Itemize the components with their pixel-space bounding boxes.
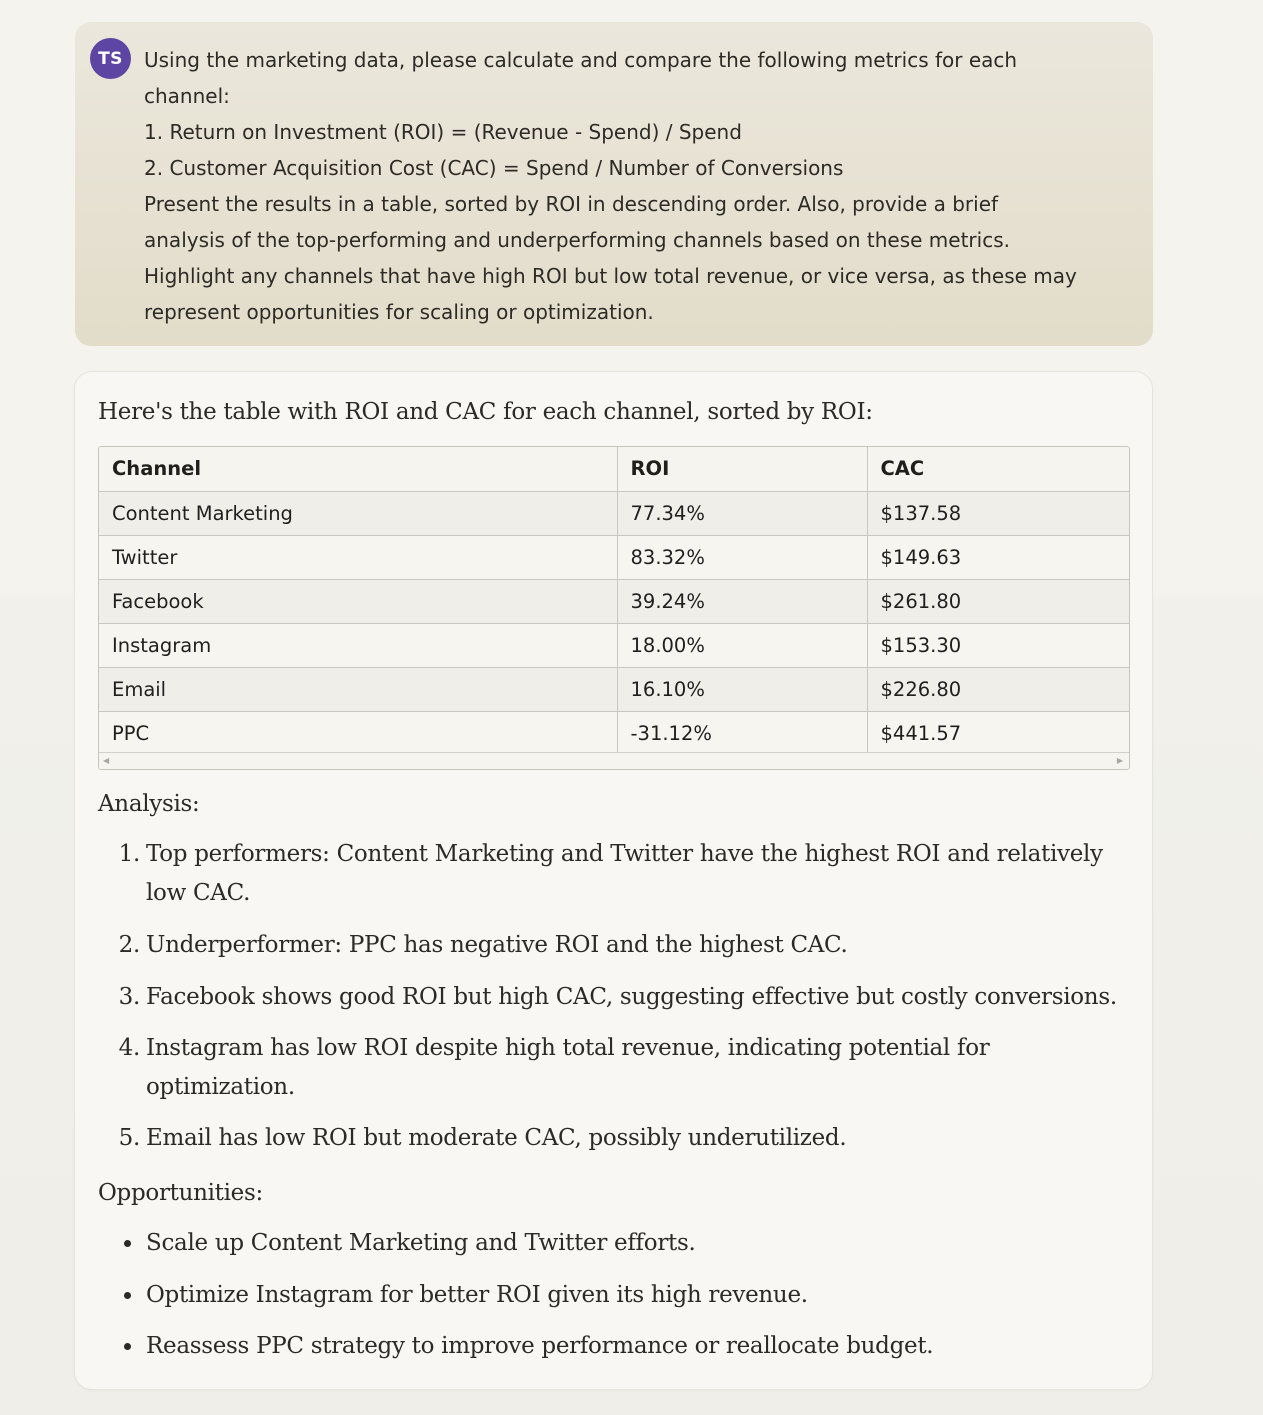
cell-cac: $261.80 [867,579,1130,623]
assistant-intro: Here's the table with ROI and CAC for each channel, sorted by ROI: [98,399,873,425]
list-item [98,1276,933,1315]
cell-channel: Email [99,667,617,711]
cell-channel: Content Marketing [99,491,617,535]
user-message-line: 1. Return on Investment (ROI) = (Revenue - Spend) / Spend [144,120,742,144]
list-item-line: Reassess PPC strategy to improve performance or reallocate budget. [146,1333,934,1359]
list-item-line: low CAC. [146,879,251,906]
user-message-line: 2. Customer Acquisition Cost (CAC) = Spend / Number of Conversions [144,156,844,180]
list-item [98,978,1117,1017]
cell-channel: Twitter [99,535,617,579]
table-row [99,667,1130,711]
table-header-row [99,447,1130,491]
list-item-line: Optimize Instagram for better ROI given its high revenue. [146,1281,808,1308]
user-message-line: channel: [144,84,230,108]
opportunities-heading: Opportunities: [98,1180,263,1206]
cell-cac: $153.30 [867,623,1130,667]
list-item [98,1029,1117,1106]
metrics-table-container[interactable] [98,446,1130,770]
cell-cac: $441.57 [867,711,1130,755]
list-number: 4. [118,1035,140,1061]
cell-cac: $226.80 [867,667,1130,711]
list-item-line: Scale up Content Marketing and Twitter efforts. [146,1230,696,1256]
list-item [98,1224,933,1263]
list-item-line: Email has low ROI but moderate CAC, possibly underutilized. [146,1125,847,1151]
user-message-line: represent opportunities for scaling or optimization. [144,300,654,324]
user-message-line: analysis of the top-performing and underperforming channels based on these metrics. [144,228,1010,252]
bullet-icon [124,1240,131,1247]
table-row [99,491,1130,535]
list-item [98,926,1117,965]
table-row [99,623,1130,667]
metrics-table [99,447,1130,755]
user-message-line: Highlight any channels that have high ROI but low total revenue, or vice versa, as these may [144,264,1077,288]
table-row [99,535,1130,579]
analysis-heading: Analysis: [98,791,200,817]
list-number: 1. [118,841,140,867]
cell-roi: 83.32% [617,535,867,579]
bullet-icon [124,1343,131,1350]
bullet-icon [124,1292,131,1299]
header-channel: Channel [99,447,617,491]
cell-channel: Facebook [99,579,617,623]
cell-roi: 16.10% [617,667,867,711]
table-horizontal-scrollbar[interactable] [99,752,1129,769]
cell-roi: 18.00% [617,623,867,667]
header-roi: ROI [617,447,867,491]
cell-roi: 77.34% [617,491,867,535]
scroll-right-arrow-icon[interactable]: ▶ [1116,756,1123,765]
cell-cac: $137.58 [867,491,1130,535]
list-item-line: optimization. [146,1073,295,1100]
list-number: 2. [118,932,140,958]
user-message-text [144,42,1123,330]
cell-channel: Instagram [99,623,617,667]
list-item [98,835,1117,912]
list-item-line: Underperformer: PPC has negative ROI and the highest CAC. [146,932,848,958]
list-item-line: Top performers: Content Marketing and Twitter have the highest ROI and relatively [146,841,1103,867]
list-number: 5. [118,1125,140,1151]
user-avatar[interactable]: TS [90,38,131,79]
opportunities-list [98,1224,933,1366]
user-message-line: Using the marketing data, please calculate and compare the following metrics for each [144,48,1018,72]
cell-roi: 39.24% [617,579,867,623]
cell-cac: $149.63 [867,535,1130,579]
list-number: 3. [118,983,140,1010]
list-item-line: Instagram has low ROI despite high total revenue, indicating potential for [146,1035,990,1061]
assistant-message [74,371,1153,1390]
table-row [99,579,1130,623]
user-message-line: Present the results in a table, sorted by ROI in descending order. Also, provide a brief [144,192,999,216]
list-item [98,1327,933,1366]
user-message [75,22,1153,346]
scroll-left-arrow-icon[interactable]: ◀ [103,756,110,765]
list-item [98,1119,1117,1158]
cell-roi: -31.12% [617,711,867,755]
header-cac: CAC [867,447,1130,491]
analysis-list [98,835,1117,1158]
table-row [99,711,1130,755]
list-item-line: Facebook shows good ROI but high CAC, suggesting effective but costly conversions. [146,983,1117,1010]
cell-channel: PPC [99,711,617,755]
